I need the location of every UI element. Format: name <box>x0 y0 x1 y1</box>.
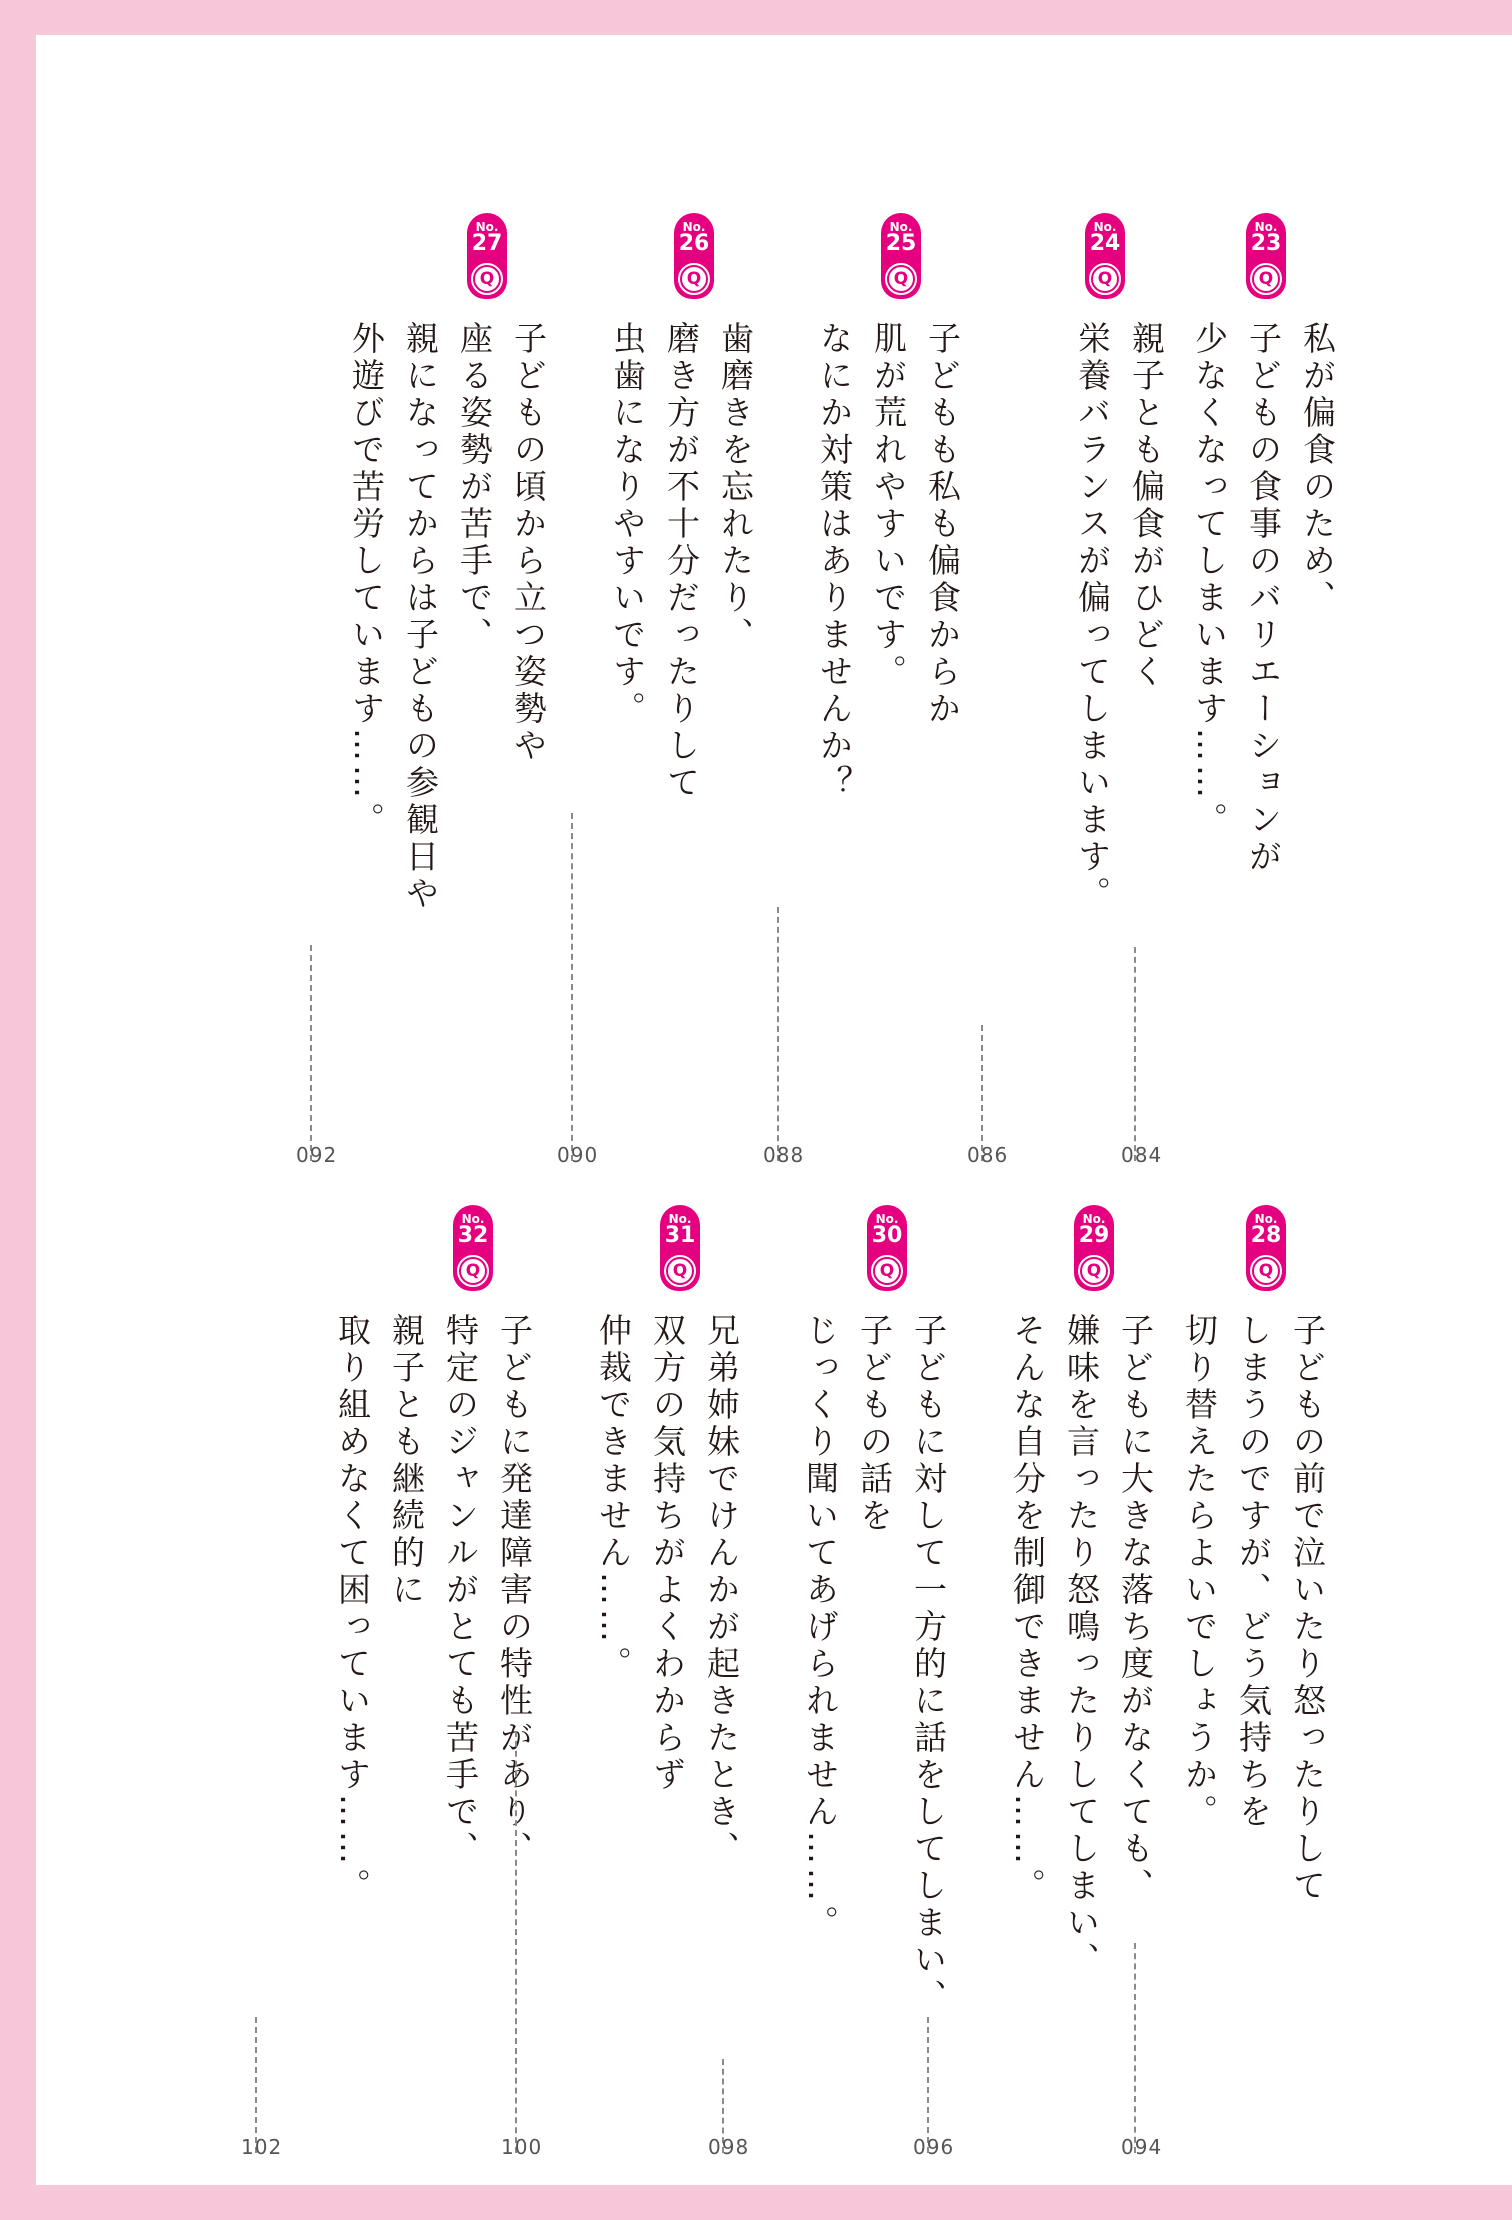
question-entry-23[interactable] <box>1190 213 1344 1153</box>
badge-number: 25 <box>885 231 917 256</box>
question-entry-26[interactable] <box>608 213 772 1153</box>
badge-number: 32 <box>457 1223 489 1248</box>
question-entry-27[interactable] <box>347 213 565 1153</box>
q-circle-icon: Q <box>871 1255 903 1287</box>
question-text: 歯磨きを忘れたり、 磨き方が不十分だったりして 虫歯になりやすいです。 <box>608 321 755 802</box>
question-text: 子どもに発達障害の特性があり、 特定のジャンルがとても苦手で、 親子とも継続的に 取り組めなくて困っています……。 <box>333 1313 534 1905</box>
badge-no-label: No. <box>889 220 913 234</box>
page-number-086[interactable]: 086 <box>967 1143 1009 1167</box>
q-circle-icon: Q <box>471 263 503 295</box>
leader-line <box>571 813 573 1161</box>
page-number-100[interactable]: 100 <box>501 2135 543 2159</box>
badge-no-label: No. <box>1082 1212 1106 1226</box>
q-circle-icon: Q <box>1250 263 1282 295</box>
page-number-096[interactable]: 096 <box>913 2135 955 2159</box>
page-number-094[interactable]: 094 <box>1121 2135 1163 2159</box>
badge-number: 26 <box>678 231 710 256</box>
leader-line <box>255 2017 257 2153</box>
question-number-badge <box>674 213 714 299</box>
leader-line <box>1134 1943 1136 2153</box>
leader-line <box>1134 947 1136 1161</box>
leader-line <box>310 945 312 1161</box>
question-entry-31[interactable] <box>594 1205 758 2145</box>
question-text: 兄弟姉妹でけんかが起きたとき、 双方の気持ちがよくわからず 仲裁できません……。 <box>594 1313 741 1868</box>
q-circle-icon: Q <box>664 1255 696 1287</box>
question-text: 私が偏食のため、 子どもの食事のバリエーションが 少なくなってしまいます……。 <box>1190 321 1337 876</box>
question-entry-24[interactable] <box>1047 213 1183 1153</box>
question-entry-29[interactable] <box>1008 1205 1172 2145</box>
page-number-090[interactable]: 090 <box>557 1143 599 1167</box>
question-number-badge <box>453 1205 493 1291</box>
badge-number: 30 <box>871 1223 903 1248</box>
question-text: 子どもも私も偏食からか 肌が荒れやすいです。 なにか対策はありませんか？ <box>815 321 962 802</box>
q-circle-icon: Q <box>885 263 917 295</box>
page-number-102[interactable]: 102 <box>241 2135 283 2159</box>
leader-line <box>777 907 779 1161</box>
question-number-badge <box>1074 1205 1114 1291</box>
badge-number: 28 <box>1250 1223 1282 1248</box>
question-text: 子どもに大きな落ち度がなくても、 嫌味を言ったり怒鳴ったりしてしまい、 そんな自分を制御できません……。 <box>1008 1313 1155 1979</box>
badge-no-label: No. <box>668 1212 692 1226</box>
badge-no-label: No. <box>475 220 499 234</box>
leader-line <box>981 1025 983 1161</box>
leader-line <box>515 1731 517 2153</box>
question-number-badge <box>1246 1205 1286 1291</box>
page-number-092[interactable]: 092 <box>296 1143 338 1167</box>
question-number-badge <box>867 1205 907 1291</box>
badge-number: 24 <box>1089 231 1121 256</box>
badge-no-label: No. <box>1093 220 1117 234</box>
badge-number: 23 <box>1250 231 1282 256</box>
q-circle-icon: Q <box>1089 263 1121 295</box>
badge-no-label: No. <box>682 220 706 234</box>
question-number-badge <box>1085 213 1125 299</box>
badge-no-label: No. <box>461 1212 485 1226</box>
page-number-088[interactable]: 088 <box>763 1143 805 1167</box>
question-entry-32[interactable] <box>333 1205 551 2145</box>
badge-no-label: No. <box>1254 220 1278 234</box>
question-number-badge <box>660 1205 700 1291</box>
document-page <box>36 35 1512 2185</box>
page-number-084[interactable]: 084 <box>1121 1143 1163 1167</box>
badge-no-label: No. <box>1254 1212 1278 1226</box>
question-entry-25[interactable] <box>815 213 979 1153</box>
badge-no-label: No. <box>875 1212 899 1226</box>
question-number-badge <box>467 213 507 299</box>
q-circle-icon: Q <box>678 263 710 295</box>
question-text: 親子とも偏食がひどく 栄養バランスが偏ってしまいます。 <box>1073 321 1166 913</box>
question-entry-28[interactable] <box>1180 1205 1344 2145</box>
question-entry-30[interactable] <box>801 1205 965 2145</box>
question-text: 子どもの前で泣いたり怒ったりして しまうのですが、どう気持ちを 切り替えたらよいでしょうか。 <box>1180 1313 1327 1905</box>
q-circle-icon: Q <box>1250 1255 1282 1287</box>
badge-number: 31 <box>664 1223 696 1248</box>
question-number-badge <box>881 213 921 299</box>
question-number-badge <box>1246 213 1286 299</box>
question-text: 子どもの頃から立つ姿勢や 座る姿勢が苦手で、 親になってからは子どもの参観日や 外遊びで苦労しています……。 <box>347 321 548 913</box>
q-circle-icon: Q <box>1078 1255 1110 1287</box>
page-number-098[interactable]: 098 <box>708 2135 750 2159</box>
badge-number: 27 <box>471 231 503 256</box>
question-text: 子どもに対して一方的に話をしてしまい、 子どもの話を じっくり聞いてあげられません……。 <box>801 1313 948 2016</box>
badge-number: 29 <box>1078 1223 1110 1248</box>
leader-line <box>927 2017 929 2153</box>
q-circle-icon: Q <box>457 1255 489 1287</box>
